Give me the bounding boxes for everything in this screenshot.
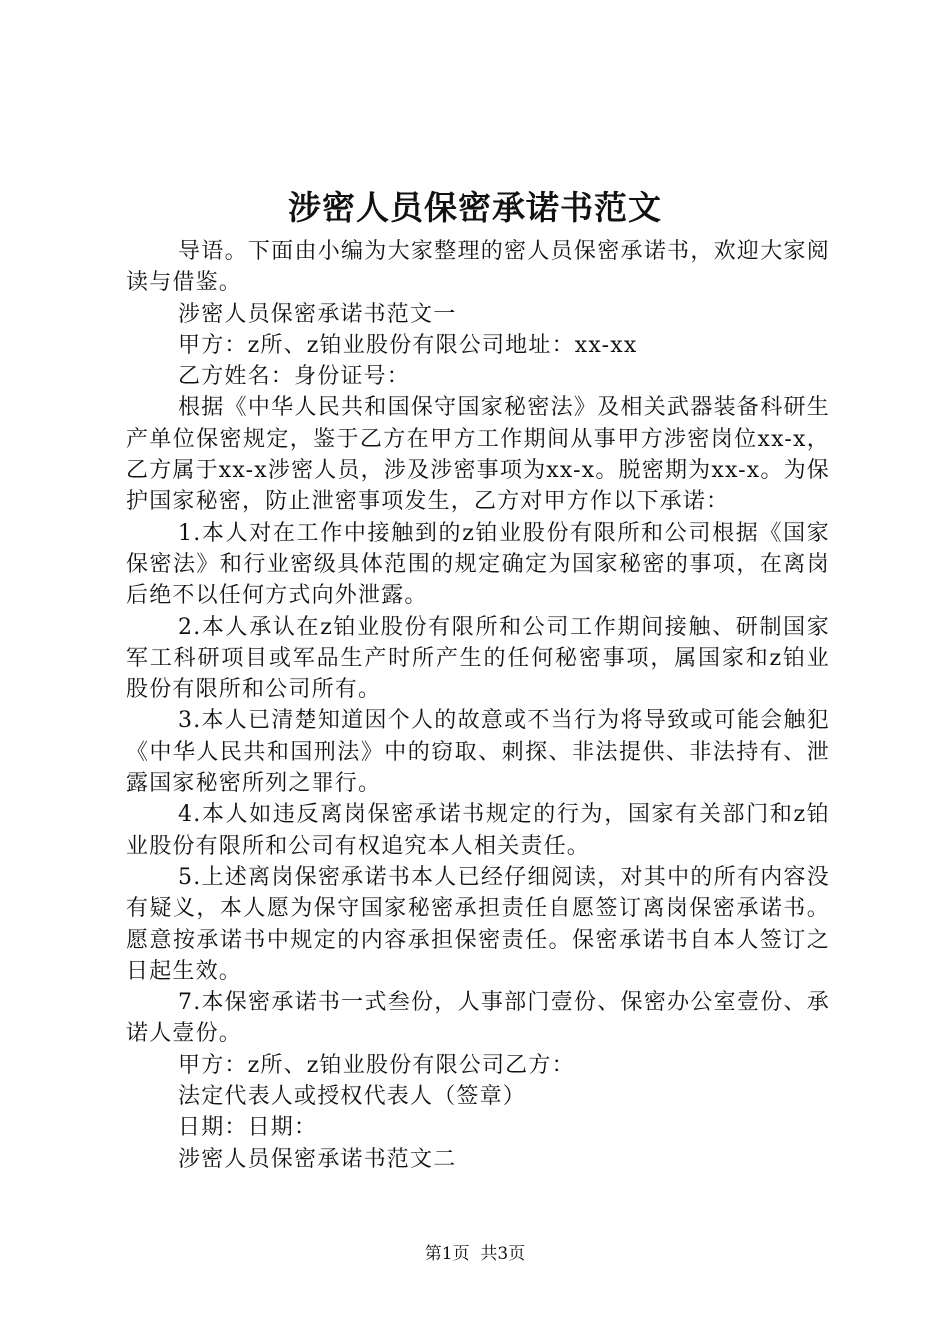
paragraph-signature-dates: 日期：日期：	[178, 1115, 318, 1141]
page-number: 第1页	[424, 1244, 470, 1264]
paragraph-clause-2: 2.本人承认在z铂业股份有限所和公司工作期间接触、研制国家军工科研项目或军品生产时所产生的任何秘密事项，属国家和z铂业股份有限所和公司所有。	[126, 614, 830, 703]
paragraph-party-b: 乙方姓名：身份证号：	[178, 364, 411, 390]
document-body	[126, 236, 830, 1175]
page-total: 共3页	[480, 1244, 526, 1264]
paragraph-clause-5: 5.上述离岗保密承诺书本人已经仔细阅读，对其中的所有内容没有疑义，本人愿为保守国家秘密承担责任自愿签订离岗保密承诺书。愿意按承诺书中规定的内容承担保密责任。保密承诺书自本人签订之日起生效。	[126, 864, 830, 984]
document-title: 涉密人员保密承诺书范文	[288, 188, 662, 227]
page-footer	[0, 1242, 950, 1266]
paragraph-clause-3: 3.本人已清楚知道因个人的故意或不当行为将导致或可能会触犯《中华人民共和国刑法》中的窃取、刺探、非法提供、非法持有、泄露国家秘密所列之罪行。	[126, 708, 830, 797]
paragraph-clause-4: 4.本人如违反离岗保密承诺书规定的行为，国家有关部门和z铂业股份有限所和公司有权追究本人相关责任。	[126, 802, 830, 859]
paragraph-clause-7: 7.本保密承诺书一式叁份，人事部门壹份、保密办公室壹份、承诺人壹份。	[126, 990, 830, 1047]
paragraph-signature-parties: 甲方：z所、z铂业股份有限公司乙方：	[178, 1052, 575, 1078]
paragraph-preamble: 根据《中华人民共和国保守国家秘密法》及相关武器装备科研生产单位保密规定，鉴于乙方在甲方工作期间从事甲方涉密岗位xx-x，乙方属于xx-x涉密人员，涉及涉密事项为xx-x。脱密期为xx-x。为保护国家秘密，防止泄密事项发生，乙方对甲方作以下承诺：	[126, 395, 831, 515]
paragraph-section-heading-2: 涉密人员保密承诺书范文二	[178, 1146, 457, 1172]
paragraph-party-a: 甲方：z所、z铂业股份有限公司地址：xx-xx	[178, 332, 638, 358]
paragraph-section-heading-1: 涉密人员保密承诺书范文一	[178, 301, 457, 327]
paragraph-signature-representative: 法定代表人或授权代表人（签章）	[178, 1084, 527, 1110]
paragraph-intro: 导语。下面由小编为大家整理的密人员保密承诺书，欢迎大家阅读与借鉴。	[126, 239, 830, 296]
paragraph-clause-1: 1.本人对在工作中接触到的z铂业股份有限所和公司根据《国家保密法》和行业密级具体范围的规定确定为国家秘密的事项，在离岗后绝不以任何方式向外泄露。	[126, 520, 830, 609]
